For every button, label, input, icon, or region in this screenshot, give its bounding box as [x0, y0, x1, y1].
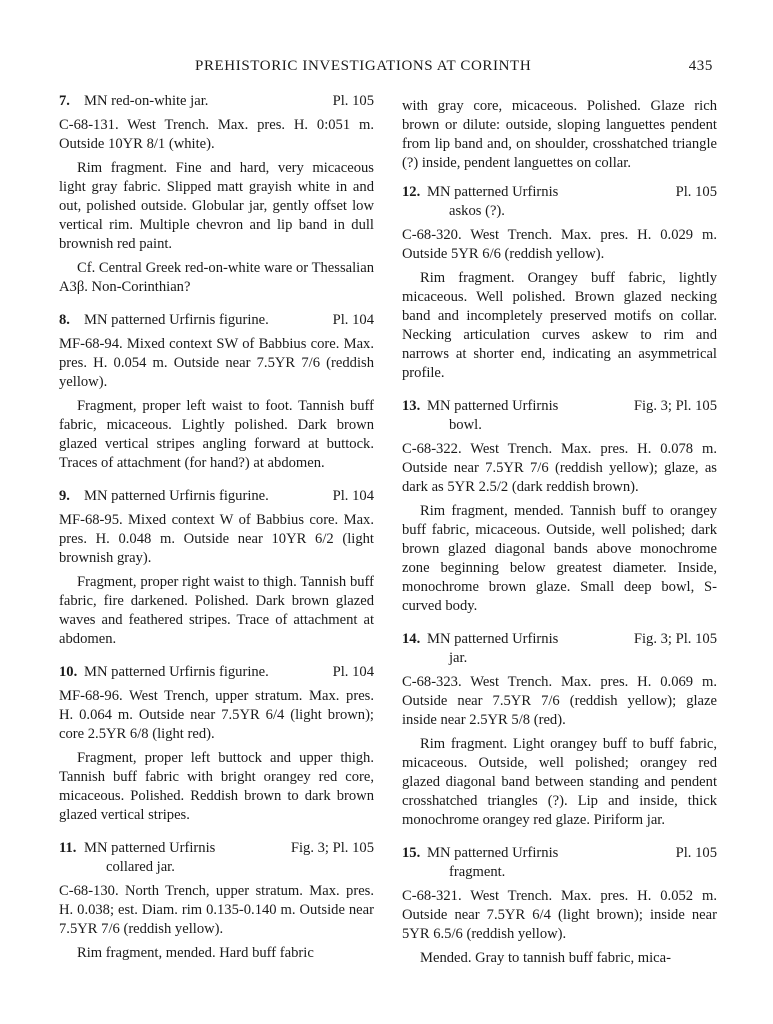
description-paragraph: Fragment, proper left buttock and upper thigh. Tannish buff fabric with bright orangey red core, micaceous. Polished. Reddish brown to dark brown glazed vertical stripes. [59, 750, 374, 823]
entry-description: MN patterned Urfirnis [84, 840, 216, 856]
catalog-info: C-68-320. West Trench. Max. pres. H. 0.029 m. Outside 5YR 6/6 (reddish yellow). [402, 227, 717, 262]
description-paragraph: Rim fragment, mended. Tannish buff to orangey buff fabric, micaceous. Outside, well polished; dark brown glazed diagonal bands above monochrome zone beginning below greatest diameter. Inside, monochrome brown glaze. Small deep bowl, S-curved body. [402, 503, 717, 614]
entry-number: 8. [59, 312, 70, 328]
catalog-info: MF-68-96. West Trench, upper stratum. Max. pres. H. 0.064 m. Outside near 7.5YR 6/4 (light brown); core 2.5YR 6/8 (light red). [59, 688, 374, 742]
catalog-info: MF-68-95. Mixed context W of Babbius core. Max. pres. H. 0.048 m. Outside near 10YR 6/2 (light brownish gray). [59, 512, 374, 566]
entry-heading [402, 183, 717, 221]
description-paragraph: Fragment, proper right waist to thigh. Tannish buff fabric, fire darkened. Polished. Dark brown glazed waves and feathered stripes. Trace of attachment at abdomen. [59, 574, 374, 647]
entry-heading [59, 839, 374, 877]
plate-reference: Pl. 105 [675, 845, 717, 861]
catalog-info: MF-68-94. Mixed context SW of Babbius core. Max. pres. H. 0.054 m. Outside near 7.5YR 7/6 (reddish yellow). [59, 336, 374, 390]
catalog-entry-14 [402, 630, 717, 830]
plate-reference: Fig. 3; Pl. 105 [633, 631, 717, 647]
entry-description-continued: askos (?). [449, 203, 505, 219]
catalog-entry-15 [402, 844, 717, 968]
catalog-entry-12 [402, 183, 717, 383]
plate-reference: Pl. 104 [332, 664, 374, 680]
entry-heading [402, 630, 717, 668]
continuation-paragraph: with gray core, micaceous. Polished. Glaze rich brown or dilute: outside, sloping languettes pendent from lip band and, on shoulder, crosshatched triangle (?) inside, pendent languettes on collar. [402, 98, 717, 171]
catalog-info: C-68-322. West Trench. Max. pres. H. 0.078 m. Outside near 7.5YR 7/6 (reddish yellow); glaze, as dark as 5YR 2.5/2 (dark reddish brown). [402, 441, 717, 495]
entry-description: MN patterned Urfirnis [427, 184, 559, 200]
entry-number: 14. [402, 631, 421, 647]
plate-reference: Pl. 104 [332, 488, 374, 504]
entry-number: 13. [402, 398, 421, 414]
entry-number: 12. [402, 184, 421, 200]
running-title: PREHISTORIC INVESTIGATIONS AT CORINTH [195, 58, 532, 74]
running-head [60, 58, 713, 78]
entry-description: MN patterned Urfirnis [427, 845, 559, 861]
catalog-entry-8 [59, 311, 374, 473]
plate-reference: Pl. 104 [332, 312, 374, 328]
entry-description: MN red-on-white jar. [84, 93, 209, 109]
right-entries [402, 183, 717, 968]
catalog-info: C-68-321. West Trench. Max. pres. H. 0.052 m. Outside near 7.5YR 6/4 (light brown); inside near 5YR 6.5/6 (reddish yellow). [402, 888, 717, 942]
entry-number: 11. [59, 840, 77, 856]
description-paragraph: Rim fragment. Fine and hard, very micaceous light gray fabric. Slipped matt grayish white in and out, polished outside. Globular jar, gently offset low vertical rim. Multiple chevron and lip band in dull brownish red paint. [59, 160, 374, 252]
catalog-entry-11 [59, 839, 374, 963]
catalog-entry-9 [59, 487, 374, 649]
description-paragraph: Fragment, proper left waist to foot. Tannish buff fabric, micaceous. Lightly polished. Dark brown glazed vertical stripes angling forward at buttock. Traces of attachment (for hand?) at abdomen. [59, 398, 374, 471]
entry-heading [59, 311, 374, 330]
description-paragraph: Rim fragment. Orangey buff fabric, lightly micaceous. Well polished. Brown glazed necking band and incompletely preserved motifs on collar. Necking articulation curves askew to rim and narrows at shorter end, indicating an asymmetrical profile. [402, 270, 717, 381]
entry-number: 15. [402, 845, 421, 861]
left-column [59, 92, 374, 977]
entry-description-continued: jar. [449, 650, 468, 666]
entry-description: MN patterned Urfirnis figurine. [84, 488, 269, 504]
entry-heading [402, 397, 717, 435]
entry-description-continued: bowl. [449, 417, 482, 433]
catalog-entry-10 [59, 663, 374, 825]
description-paragraph: Rim fragment, mended. Hard buff fabric [77, 945, 314, 961]
catalog-info: C-68-130. North Trench, upper stratum. Max. pres. H. 0.038; est. Diam. rim 0.135-0.140 m. Outside near 7.5YR 7/6 (reddish yellow). [59, 883, 374, 937]
entry-heading [59, 487, 374, 506]
plate-reference: Pl. 105 [675, 184, 717, 200]
entry-heading [59, 92, 374, 111]
plate-reference: Pl. 105 [332, 93, 374, 109]
catalog-entry-13 [402, 397, 717, 616]
description-paragraph: Mended. Gray to tannish buff fabric, mica- [420, 950, 671, 966]
entry-description: MN patterned Urfirnis figurine. [84, 312, 269, 328]
entry-number: 9. [59, 488, 70, 504]
entry-number: 7. [59, 93, 70, 109]
entry-description: MN patterned Urfirnis figurine. [84, 664, 269, 680]
entry-description-continued: collared jar. [106, 859, 175, 875]
description-paragraph: Cf. Central Greek red-on-white ware or Thessalian A3β. Non-Corinthian? [59, 260, 374, 295]
right-column [402, 92, 717, 982]
catalog-info: C-68-131. West Trench. Max. pres. H. 0:051 m. Outside 10YR 8/1 (white). [59, 117, 374, 152]
entry-description: MN patterned Urfirnis [427, 398, 559, 414]
entry-number: 10. [59, 664, 78, 680]
entry-description: MN patterned Urfirnis [427, 631, 559, 647]
catalog-entry-7 [59, 92, 374, 297]
page-number: 435 [688, 58, 713, 74]
plate-reference: Fig. 3; Pl. 105 [290, 840, 374, 856]
description-paragraph: Rim fragment. Light orangey buff to buff fabric, micaceous. Outside, well polished; orangey red glazed diagonal band between standing and pendent crosshatched triangles (?). Lip and inside, thick monochrome orangey red glaze. Piriform jar. [402, 736, 717, 828]
entry-heading [402, 844, 717, 882]
entry-description-continued: fragment. [449, 864, 506, 880]
plate-reference: Fig. 3; Pl. 105 [633, 398, 717, 414]
entry-heading [59, 663, 374, 682]
catalog-info: C-68-323. West Trench. Max. pres. H. 0.069 m. Outside near 7.5YR 7/6 (reddish yellow); glaze inside near 2.5YR 5/8 (red). [402, 674, 717, 728]
